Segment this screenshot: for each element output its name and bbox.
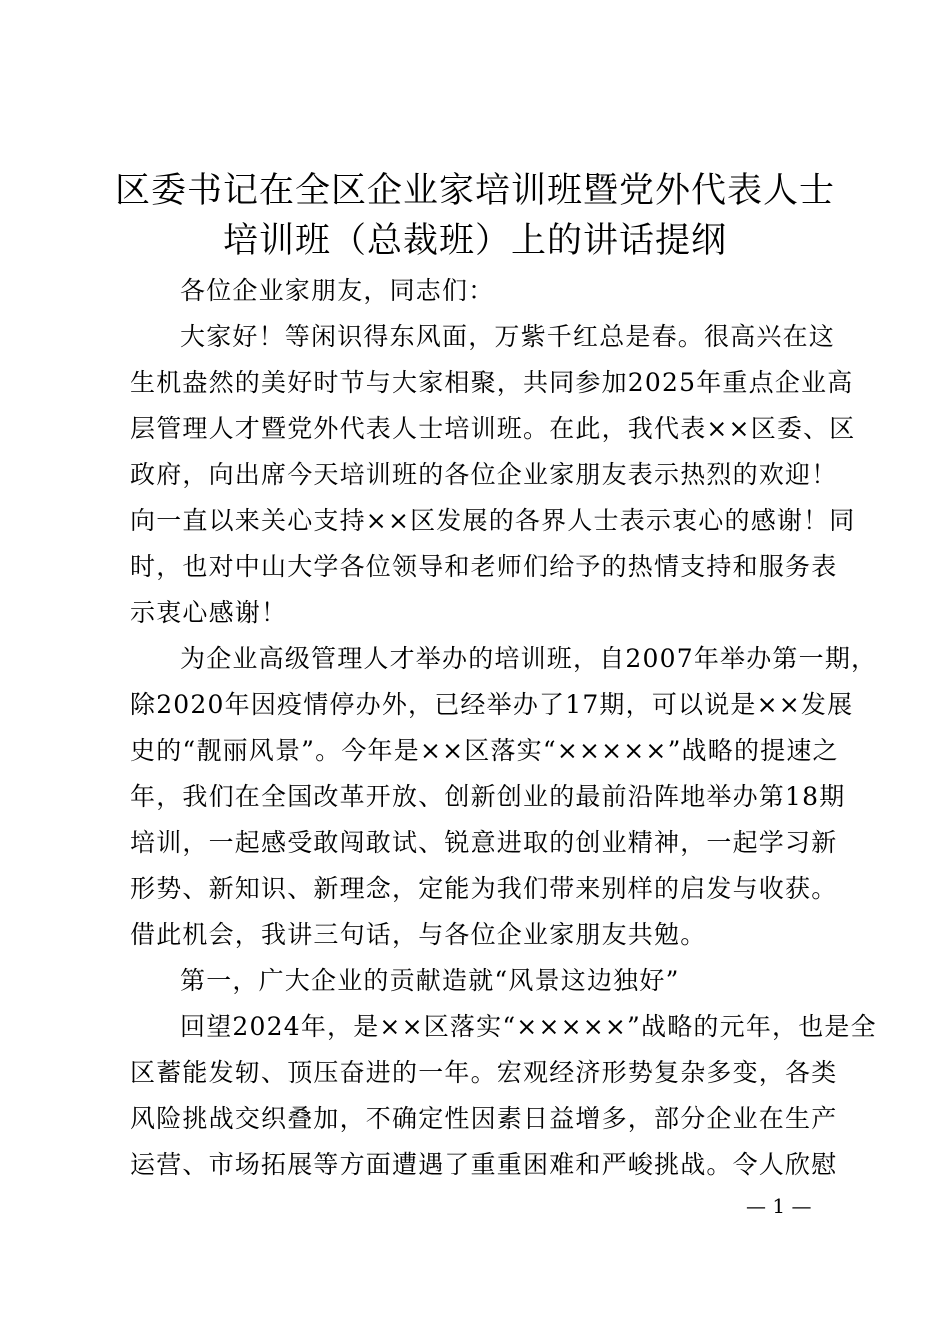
paragraph-2-line: 年，我们在全国改革开放、创新创业的最前沿阵地举办第18期 — [130, 782, 846, 811]
paragraph-1-line: 生机盎然的美好时节与大家相聚，共同参加2025年重点企业高 — [130, 368, 854, 397]
paragraph-3-line: 回望2024年，是××区落实“×××××”战略的元年，也是全 — [180, 1012, 877, 1041]
paragraph-2-line: 形势、新知识、新理念，定能为我们带来别样的启发与收获。 — [130, 874, 838, 903]
paragraph-1-line: 层管理人才暨党外代表人士培训班。在此，我代表××区委、区 — [130, 414, 856, 443]
paragraph-1-line: 大家好！等闲识得东风面，万紫千红总是春。很高兴在这 — [180, 322, 836, 351]
paragraph-2-line: 培训，一起感受敢闯敢试、锐意进取的创业精神，一起学习新 — [130, 828, 838, 857]
paragraph-1-line: 政府，向出席今天培训班的各位企业家朋友表示热烈的欢迎！ — [130, 460, 838, 489]
salutation: 各位企业家朋友，同志们： — [180, 276, 495, 305]
paragraph-3-line: 风险挑战交织叠加，不确定性因素日益增多，部分企业在生产 — [130, 1104, 838, 1133]
paragraph-2-line: 史的“靓丽风景”。今年是××区落实“×××××”战略的提速之 — [130, 736, 839, 765]
paragraph-1-line: 示衷心感谢！ — [130, 598, 288, 627]
paragraph-2-line: 除2020年因疫情停办外，已经举办了17期，可以说是××发展 — [130, 690, 854, 719]
paragraph-1-line: 时，也对中山大学各位领导和老师们给予的热情支持和服务表 — [130, 552, 838, 581]
document-title-line-1: 区委书记在全区企业家培训班暨党外代表人士 — [114, 171, 835, 211]
page-number: — 1 — — [746, 1194, 812, 1218]
paragraph-1-line: 向一直以来关心支持××区发展的各界人士表示衷心的感谢！同 — [130, 506, 856, 535]
paragraph-3-line: 运营、市场拓展等方面遭遇了重重困难和严峻挑战。令人欣慰 — [130, 1150, 838, 1179]
paragraph-2-line: 借此机会，我讲三句话，与各位企业家朋友共勉。 — [130, 920, 707, 949]
document-title-line-2: 培训班（总裁班）上的讲话提纲 — [222, 221, 727, 261]
paragraph-3-line: 区蓄能发轫、顶压奋进的一年。宏观经济形势复杂多变，各类 — [130, 1058, 838, 1087]
paragraph-2-line: 为企业高级管理人才举办的培训班，自2007年举办第一期， — [180, 644, 878, 673]
section-heading: 第一，广大企业的贡献造就“风景这边独好” — [180, 966, 680, 995]
